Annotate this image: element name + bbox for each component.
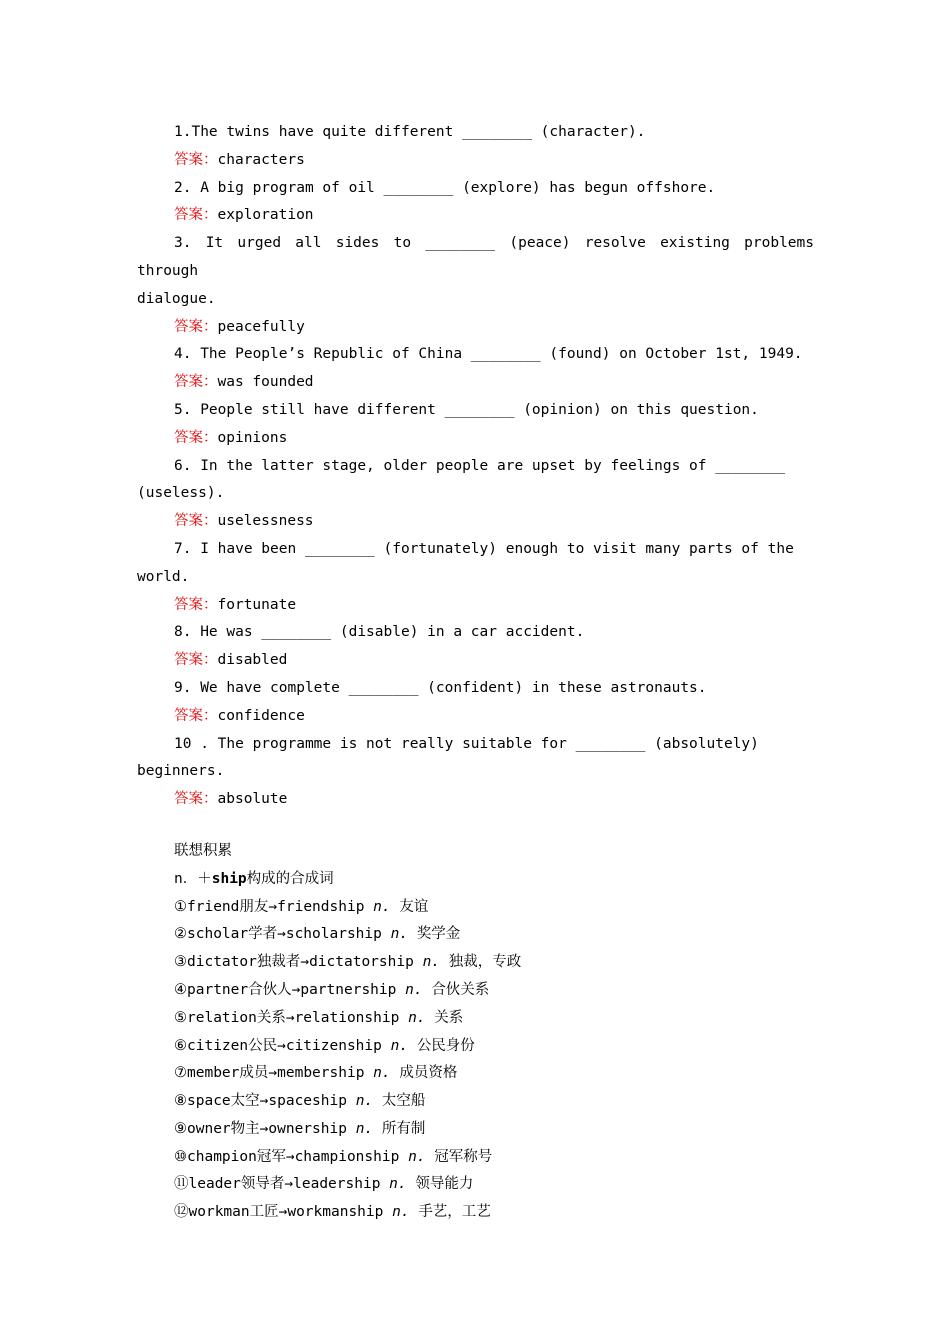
item-number: ⑥ [174,1037,187,1054]
item-arrow: → [291,981,301,998]
item-base-meaning: 太空 [230,1093,260,1110]
item-base-word: owner [187,1120,231,1137]
association-subheading [137,866,814,894]
answer-value: exploration [217,207,314,224]
item-arrow: → [278,1204,288,1221]
item-base-word: scholar [187,926,249,943]
subheading-suffix: 构成的合成词 [246,870,334,887]
answer-label: 答案： [174,652,218,669]
item-meaning: 手艺，工艺 [418,1204,491,1221]
association-item-6 [137,1033,814,1061]
question-7-line-1: 7. I have been ________ (fortunately) enough to visit many parts of the [174,540,794,557]
item-part-of-speech: n. [355,1120,374,1137]
answer-label: 答案： [174,318,218,335]
item-meaning: 奖学金 [416,926,461,943]
association-item-1 [137,894,814,922]
question-9-line-1: 9. We have complete ________ (confident) in these astronauts. [174,679,707,696]
answer-value: opinions [217,429,288,446]
item-compound-word: dictatorship [309,954,414,971]
answer-label: 答案： [174,513,218,530]
item-base-word: member [187,1065,240,1082]
item-base-word: friend [187,898,240,915]
association-item-11 [137,1171,814,1199]
item-compound-word: championship [294,1148,400,1165]
item-base-meaning: 冠军 [256,1148,286,1165]
item-compound-word: leadership [293,1176,381,1193]
item-number: ⑦ [174,1065,187,1082]
item-part-of-speech: n. [373,898,391,915]
answer-7 [137,592,814,620]
answer-label: 答案： [174,374,218,391]
item-base-word: workman [188,1204,250,1221]
association-item-7 [137,1060,814,1088]
item-part-of-speech: n. [405,981,423,998]
document-content [137,119,823,1227]
item-arrow: → [284,1176,294,1193]
question-list [137,119,823,814]
item-number: ⑤ [174,1009,187,1026]
item-base-meaning: 关系 [256,1009,286,1026]
item-arrow: → [285,1009,295,1026]
item-meaning: 所有制 [381,1120,426,1137]
answer-label: 答案： [174,429,218,446]
association-item-2 [137,921,814,949]
item-compound-word: membership [277,1065,365,1082]
item-base-word: dictator [187,954,257,971]
answer-8 [137,647,814,675]
answer-label: 答案： [174,596,218,613]
item-number: ④ [174,981,187,998]
subheading-prefix: n．＋ [174,870,212,887]
question-8-line-1: 8. He was ________ (disable) in a car accident. [174,624,585,641]
item-base-meaning: 领导者 [240,1176,285,1193]
item-arrow: → [268,898,278,915]
association-items [137,894,814,1228]
item-part-of-speech: n. [408,1148,426,1165]
answer-value: fortunate [217,596,297,613]
item-part-of-speech: n. [422,954,441,971]
item-base-word: champion [187,1148,257,1165]
question-6-line-2: (useless). [137,485,225,502]
item-base-meaning: 工匠 [249,1204,279,1221]
item-meaning: 独裁，专政 [448,954,522,971]
answer-value: uselessness [217,513,314,530]
item-meaning: 太空船 [381,1093,426,1110]
item-compound-word: partnership [300,981,397,998]
item-number: ⑪ [174,1176,189,1193]
item-part-of-speech: n. [355,1093,374,1110]
item-number: ② [174,926,187,943]
question-10-line-2: beginners. [137,763,225,780]
answer-value: characters [217,151,305,168]
item-base-word: relation [187,1009,257,1026]
answer-2 [137,202,814,230]
subheading-bold: ship [211,870,247,887]
answer-label: 答案： [174,791,218,808]
association-item-5 [137,1005,814,1033]
answer-3 [137,314,814,342]
item-part-of-speech: n. [373,1065,391,1082]
item-base-word: leader [188,1176,241,1193]
item-compound-word: ownership [268,1120,347,1137]
item-base-word: space [187,1093,231,1110]
item-meaning: 关系 [434,1009,464,1026]
item-arrow: → [277,926,286,943]
item-base-meaning: 合伙人 [248,981,292,998]
answer-label: 答案： [174,151,218,168]
question-4-line-1: 4. The People’s Republic of China ________ (found) on October 1st, 1949. [174,346,803,363]
item-compound-word: relationship [294,1009,400,1026]
item-arrow: → [268,1065,278,1082]
association-section [137,838,814,1227]
question-6-line-1: 6. In the latter stage, older people are upset by feelings of ________ [174,457,786,474]
association-item-3 [137,949,814,977]
item-base-meaning: 成员 [239,1065,269,1082]
association-item-9 [137,1116,814,1144]
item-meaning: 成员资格 [399,1065,458,1082]
answer-1 [137,147,814,175]
item-part-of-speech: n. [390,926,409,943]
answer-value: peacefully [217,318,305,335]
item-compound-word: spaceship [268,1093,347,1110]
item-number: ⑩ [174,1148,187,1165]
item-arrow: → [277,1037,286,1054]
answer-10 [137,786,814,814]
question-2-line-1: 2. A big program of oil ________ (explore) has begun offshore. [174,179,716,196]
item-base-word: partner [187,981,249,998]
answer-9 [137,703,814,731]
answer-4 [137,369,814,397]
answer-label: 答案： [174,207,218,224]
question-5-line-1: 5. People still have different ________ (opinion) on this question. [174,401,759,418]
item-meaning: 领导能力 [415,1176,474,1193]
answer-6 [137,508,814,536]
item-part-of-speech: n. [390,1037,409,1054]
item-compound-word: friendship [277,898,365,915]
item-arrow: → [259,1093,269,1110]
item-base-meaning: 公民 [248,1037,278,1054]
question-10-line-1: 10 . The programme is not really suitable for ________ (absolutely) [174,735,759,752]
item-base-meaning: 朋友 [239,898,269,915]
item-compound-word: workmanship [287,1204,384,1221]
answer-value: confidence [217,707,305,724]
association-item-12 [137,1199,814,1227]
item-number: ⑫ [174,1204,189,1221]
item-base-meaning: 独裁者 [256,954,301,971]
item-number: ③ [174,954,187,971]
item-compound-word: citizenship [285,1037,382,1054]
item-base-word: citizen [187,1037,249,1054]
question-3-line-1: 3. It urged all sides to ________ (peace) resolve existing problems through [137,235,823,279]
question-7-line-2: world. [137,568,190,585]
association-heading: 联想积累 [174,842,232,859]
answer-5 [137,425,814,453]
item-base-meaning: 物主 [230,1120,260,1137]
item-arrow: → [285,1148,295,1165]
item-meaning: 合伙关系 [431,981,490,998]
item-compound-word: scholarship [285,926,382,943]
answer-label: 答案： [174,707,218,724]
item-base-meaning: 学者 [248,926,278,943]
question-1-line-1: 1.The twins have quite different ________ (character). [174,124,646,140]
item-meaning: 公民身份 [416,1037,475,1054]
item-meaning: 冠军称号 [434,1148,493,1165]
item-number: ⑨ [174,1120,187,1137]
item-part-of-speech: n. [392,1204,410,1221]
item-number: ⑧ [174,1093,187,1110]
item-arrow: → [300,954,310,971]
item-part-of-speech: n. [408,1009,426,1026]
answer-value: was founded [217,374,314,391]
answer-value: disabled [217,652,288,669]
item-number: ① [174,898,187,915]
association-item-10 [137,1144,814,1172]
item-part-of-speech: n. [389,1176,407,1193]
answer-value: absolute [217,791,288,808]
association-item-4 [137,977,814,1005]
association-item-8 [137,1088,814,1116]
item-arrow: → [259,1120,269,1137]
item-meaning: 友谊 [399,898,429,915]
question-3-line-2: dialogue. [137,290,216,307]
